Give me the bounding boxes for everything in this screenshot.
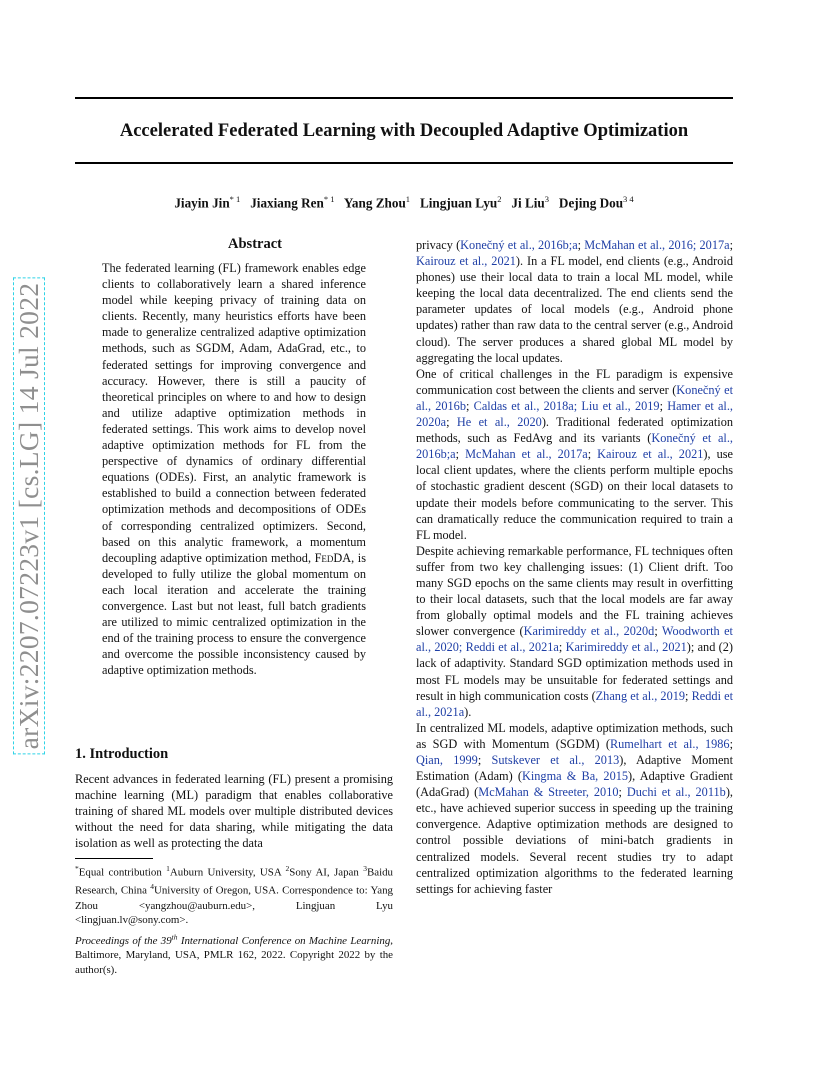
paragraph: Despite achieving remarkable performance, FL techniques often suffer from two key challenging issues: (1) Client drift. Too many SGD epochs on the same clients may result in overfitting to their local datasets, such that the local models are far away from globally optimal models and the FL training achieves slower convergence (Karimireddy et al., 2020d; Woodworth et al., 2020; Reddi et al., 2021a; Karimireddy et al., 2021); and (2) lack of adaptivity. Standard SGD optimization methods used in most FL models may be unsuitable for federated settings and result in high communication costs (Zhang et al., 2019; Reddi et al., 2021a). <box>416 543 734 719</box>
author-name: Dejing Dou <box>558 195 624 211</box>
footnote-text: International Conference on Machine Learning <box>177 934 391 947</box>
paragraph: privacy (Konečný et al., 2016b;a; McMahan et al., 2016; 2017a; Kairouz et al., 2021). In a FL model, end clients (e.g., Android phones) use their local data to train a local ML model, while keeping the local data decentralized. The end clients send the parameter updates of local models (e.g., Android phone updates) rather than raw data to the central server (e.g., Android cloud). The server produces a shared global ML model by aggregating the local updates. <box>416 238 733 365</box>
title-rule <box>75 162 733 164</box>
citation-link[interactable]: Rumelhart et al., 1986 <box>609 736 730 751</box>
citation-link[interactable]: Karimireddy et al., 2020d <box>523 624 655 639</box>
citation-link[interactable]: McMahan et al., 2017a <box>465 447 588 462</box>
citation-link[interactable]: Konečný et al., 2016b;a <box>416 431 733 462</box>
author-name: Yang Zhou <box>343 195 406 211</box>
footnote-text: th <box>171 932 178 941</box>
author-name: Lingjuan Lyu <box>419 195 498 211</box>
author-affiliation-marker: 3 4 <box>623 194 634 204</box>
footnote-text: Baidu Research, China <box>75 866 393 897</box>
abstract-body <box>102 260 366 678</box>
intro-paragraph <box>75 771 393 851</box>
citation-link[interactable]: Konečný et al., 2016b;a <box>460 238 578 252</box>
footnote-text: , Baltimore, Maryland, USA, PMLR 162, 2022. Copyright 2022 by the author(s). <box>75 934 394 977</box>
citation-link[interactable]: Reddi et al., 2021a <box>416 688 734 719</box>
abstract-heading: Abstract <box>228 236 282 252</box>
paragraph: One of critical challenges in the FL paradigm is expensive communication cost between the clients and server (Konečný et al., 2016b; Caldas et al., 2018a; Liu et al., 2019; Hamer et al., 2020a; He et al., 2020). Traditional federated optimization methods, such as FedAvg and its variants (Konečný et al., 2016b;a; McMahan et al., 2017a; Kairouz et al., 2021), use local client updates, where the clients perform multiple epochs of stochastic gradient descent (SGD) on their local datasets to update their models before communicating to the server. This can dramatically reduce the communication required to train a FL model. <box>416 366 733 542</box>
citation-link[interactable]: McMahan & Streeter, 2010 <box>478 785 619 800</box>
citation-link[interactable]: McMahan et al., 2016; 2017a <box>584 238 730 252</box>
citation-link[interactable]: Duchi et al., 2011b <box>626 785 726 800</box>
citation-link[interactable]: Qian, 1999 <box>416 753 478 767</box>
citation-link[interactable]: Konečný et al., 2016b <box>416 382 733 413</box>
right-column <box>416 237 733 897</box>
author-list <box>75 190 733 212</box>
author-name: Jiayin Jin <box>174 195 230 211</box>
footnote-text: Auburn University, USA <box>169 866 286 879</box>
footnote-text: University of Oregon, USA. Correspondence to: Yang Zhou <yangzhou@auburn.edu>, Lingjuan Lyu <lingjuan.lv@sony.com>. <box>75 884 394 927</box>
citation-link[interactable]: Sutskever et al., 2013 <box>491 753 620 767</box>
footnote-text: 39 <box>160 934 172 947</box>
citation-link[interactable]: Karimireddy et al., 2021 <box>565 640 687 655</box>
footnote-text: Sony AI, Japan <box>289 866 364 879</box>
footnote-text: Proceedings of the <box>75 934 161 947</box>
citation-link[interactable]: He et al., 2020 <box>456 415 542 430</box>
citation-link[interactable]: Woodworth et al., 2020; Reddi et al., 2021a <box>416 624 733 655</box>
citation-link[interactable]: Kairouz et al., 2021 <box>416 254 516 269</box>
author-affiliation-marker: * 1 <box>229 194 241 204</box>
citation-link[interactable]: Zhang et al., 2019 <box>595 688 686 703</box>
footnote-affiliations: *Equal contribution $^1$Auburn University, USA $^2$Sony AI, Japan $^3$Baidu Research, China $^4$University of Oregon, USA. Correspondence to: Yang Zhou <yangzhou@auburn.edu>, Lingjuan Lyu <lingjuan.lv@sony.com>. <box>75 864 394 927</box>
section-heading-introduction: 1. Introduction <box>75 746 169 762</box>
abstract-text: , is developed to fully utilize the global momentum on each local iteration and accelerate the training convergence. Last but not least, full batch gradients are utilized to mimic centralized optimization in the end of the training process to ensure the convergence and overcome the possible inconsistency caused by adaptive optimization methods. <box>102 550 366 678</box>
footnote-rule <box>75 858 153 859</box>
citation-link[interactable]: Caldas et al., 2018a; Liu et al., 2019 <box>473 398 660 413</box>
citation-link[interactable]: Kingma & Ba, 2015 <box>521 769 629 784</box>
footnote-proceedings <box>75 930 393 978</box>
author-affiliation-marker: 3 <box>544 194 550 204</box>
abstract-text: The federated learning (FL) framework enables edge clients to collaboratively learn a shared inference model while keeping privacy of training data on clients. Recently, many heuristics efforts have been made to generalize centralized adaptive optimization methods, such as SGDM, Adam, AdaGrad, etc., to federated settings for improving convergence and accuracy. However, there is still a paucity of theoretical principles on where to and how to design and utilize adaptive optimization methods in federated settings. This work aims to develop novel adaptive optimization methods for FL from the perspective of dynamics of ordinary differential equations (ODEs). First, an analytic framework is established to build a connection between federated optimization methods and decompositions of ODEs of corresponding centralized optimizers. Second, based on this analytic framework, a momentum decoupling adaptive optimization method, <box>102 261 366 565</box>
citation-link[interactable]: Kairouz et al., 2021 <box>597 447 704 462</box>
paper-title: Accelerated Federated Learning with Decoupled Adaptive Optimization <box>119 121 689 141</box>
author-name: Jiaxiang Ren <box>250 195 324 211</box>
author-affiliation-marker: 2 <box>497 194 502 204</box>
author-affiliation-marker: 1 <box>405 194 411 204</box>
citation-link[interactable]: Hamer et al., 2020a <box>416 398 733 430</box>
intro-text: Recent advances in federated learning (FL) present a promising machine learning (ML) paradigm that enables collaborative training of shared ML models over multiple distributed devices without the need for data sharing, while mitigating the data isolation as well as protecting the data <box>75 772 393 851</box>
arxiv-stamp[interactable] <box>14 265 44 767</box>
paragraph: In centralized ML models, adaptive optimization methods, such as SGD with Momentum (SGDM) (Rumelhart et al., 1986; Qian, 1999; Sutskever et al., 2013), Adaptive Moment Estimation (Adam) (Kingma & Ba, 2015), Adaptive Gradient (AdaGrad) (McMahan & Streeter, 2010; Duchi et al., 2011b), etc., have achieved superior success in speeding up the training convergence. Adaptive optimization methods are designed to control possible deviations of mini-batch gradients in centralized models. Several recent studies try to adapt centralized optimization algorithms to the federated learning settings for achieving faster <box>416 720 733 896</box>
footnote-text: Equal contribution <box>78 866 167 879</box>
author-name: Ji Liu <box>511 195 545 211</box>
method-name: FedDA <box>314 550 352 565</box>
top-rule <box>75 97 733 99</box>
arxiv-stamp-text: arXiv:2207.07223v1 [cs.LG] 14 Jul 2022 <box>13 278 45 755</box>
author-affiliation-marker: * 1 <box>323 194 335 204</box>
